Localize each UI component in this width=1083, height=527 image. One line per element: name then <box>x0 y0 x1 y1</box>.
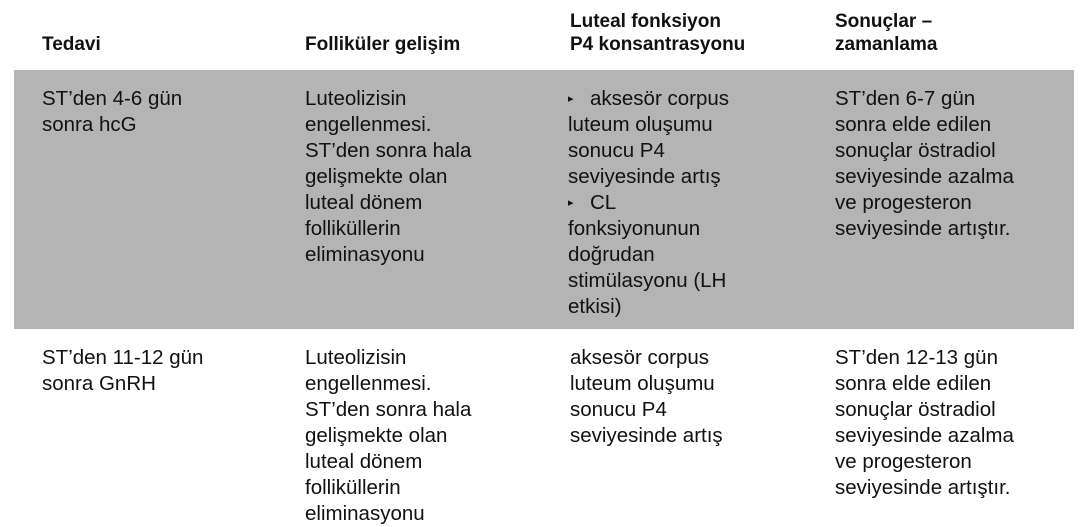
text-line: ST’den sonra hala <box>305 398 472 421</box>
text-line: ST’den 6-7 gün <box>835 87 976 110</box>
text-line: ST’den 12-13 gün <box>835 346 998 369</box>
list-item <box>568 86 798 112</box>
text-line: engellenmesi. <box>305 372 432 395</box>
text-line: eliminasyonu <box>305 502 425 525</box>
text-line: ST’den 11-12 gün <box>42 346 204 369</box>
header-treatment <box>42 33 272 56</box>
header-follicular <box>305 33 535 56</box>
text-line: sonucu P4 <box>570 398 667 421</box>
text-line: ST’den sonra hala <box>305 139 472 162</box>
header-results <box>835 10 1065 56</box>
table-row <box>14 329 1074 527</box>
text-line: sonucu P4 <box>568 139 665 162</box>
table-header <box>14 0 1074 70</box>
list-item-text <box>590 86 729 112</box>
text-line: sonra hcG <box>42 113 137 136</box>
text-line: stimülasyonu (LH <box>568 269 727 292</box>
text-line: gelişmekte olan <box>305 424 448 447</box>
text-line: ve progesteron <box>835 191 972 214</box>
text-line: sonra GnRH <box>42 372 156 395</box>
text-line: sonuçlar östradiol <box>835 139 996 162</box>
cell-results <box>835 86 1065 242</box>
text-line: seviyesinde artıştır. <box>835 217 1011 240</box>
text-line: sonra elde edilen <box>835 113 992 136</box>
header-line: Sonuçlar – <box>835 11 933 32</box>
text-line: CL <box>590 191 617 214</box>
list-item-continuation <box>568 216 798 320</box>
list-item-text <box>590 190 616 216</box>
header-line: Folliküler gelişim <box>305 34 461 55</box>
text-line: engellenmesi. <box>305 113 432 136</box>
text-line: sonuçlar östradiol <box>835 398 996 421</box>
text-line: luteum oluşumu <box>570 372 715 395</box>
text-line: seviyesinde azalma <box>835 424 1014 447</box>
text-line: folliküllerin <box>305 217 401 240</box>
cell-results <box>835 345 1065 501</box>
bullet-list <box>568 86 798 320</box>
cell-follicular <box>305 345 535 527</box>
text-line: luteum oluşumu <box>568 113 713 136</box>
header-line: Tedavi <box>42 34 101 55</box>
header-line: Luteal fonksiyon <box>570 11 721 32</box>
text-line: ST’den 4-6 gün <box>42 87 183 110</box>
text-line: ve progesteron <box>835 450 972 473</box>
triangle-bullet-icon: ▸ <box>568 93 574 105</box>
text-line: seviyesinde artıştır. <box>835 476 1011 499</box>
text-line: sonra elde edilen <box>835 372 992 395</box>
text-line: luteal dönem <box>305 450 423 473</box>
text-line: etkisi) <box>568 295 622 318</box>
list-item-continuation <box>568 112 798 190</box>
text-line: eliminasyonu <box>305 243 425 266</box>
cell-luteal <box>570 345 800 449</box>
table-row <box>14 70 1074 329</box>
triangle-bullet-icon: ▸ <box>568 197 574 209</box>
text-line: gelişmekte olan <box>305 165 448 188</box>
cell-luteal <box>568 86 798 320</box>
text-line: Luteolizisin <box>305 87 407 110</box>
text-line: fonksiyonunun <box>568 217 701 240</box>
text-line: seviyesinde artış <box>568 165 721 188</box>
header-line: zamanlama <box>835 34 938 55</box>
list-item <box>568 190 798 216</box>
header-luteal <box>570 10 800 56</box>
cell-follicular <box>305 86 535 268</box>
text-line: aksesör corpus <box>570 346 710 369</box>
cell-treatment <box>42 86 272 138</box>
header-line: P4 konsantrasyonu <box>570 34 746 55</box>
text-line: doğrudan <box>568 243 655 266</box>
text-line: seviyesinde artış <box>570 424 723 447</box>
text-line: aksesör corpus <box>590 87 730 110</box>
text-line: folliküllerin <box>305 476 401 499</box>
text-line: luteal dönem <box>305 191 423 214</box>
text-line: Luteolizisin <box>305 346 407 369</box>
cell-treatment <box>42 345 272 397</box>
text-line: seviyesinde azalma <box>835 165 1014 188</box>
